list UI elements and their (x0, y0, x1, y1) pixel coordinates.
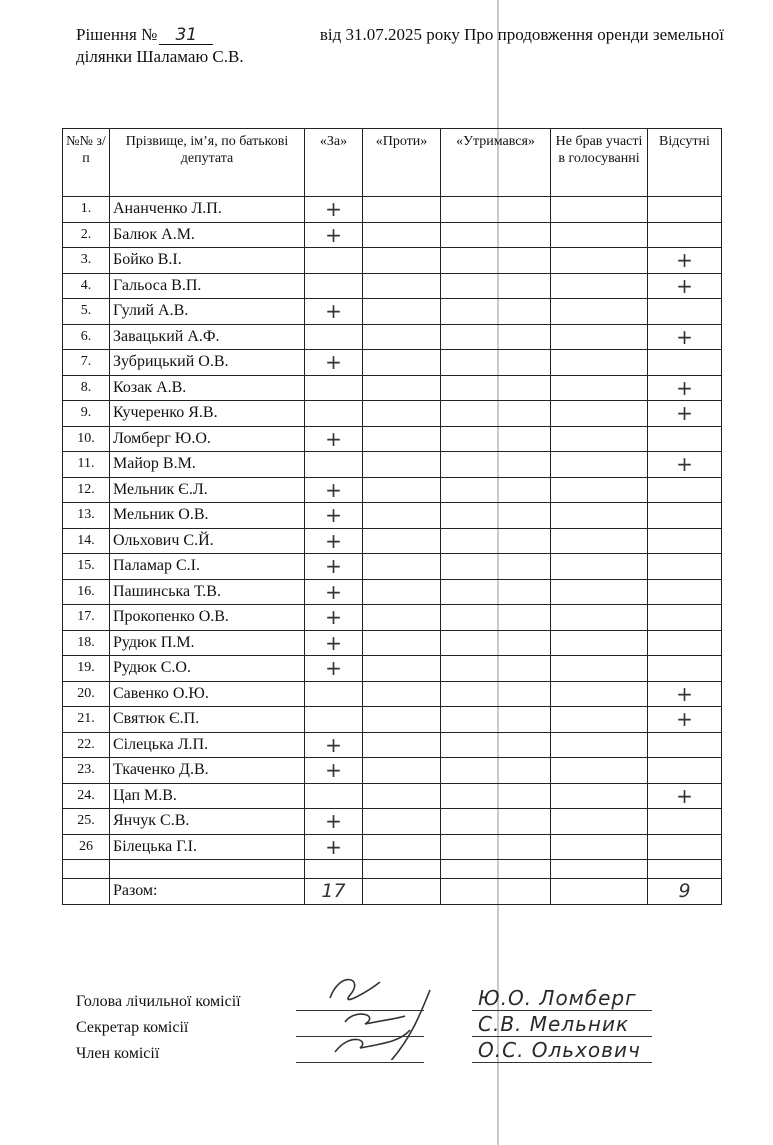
empty-cell (551, 860, 648, 879)
vote-utrymavsia-cell (441, 630, 551, 656)
vote-proty-cell (363, 452, 441, 478)
vote-utrymavsia-cell (441, 401, 551, 427)
table-row (63, 681, 722, 707)
table-row (63, 579, 722, 605)
signature-label: Член комісії (76, 1045, 160, 1062)
vote-ne-brav-cell (551, 477, 648, 503)
vote-proty-cell (363, 248, 441, 274)
deputy-name: Янчук С.В. (110, 809, 305, 835)
deputy-name: Майор В.М. (110, 452, 305, 478)
deputy-name: Рудюк П.М. (110, 630, 305, 656)
vote-utrymavsia-cell (441, 503, 551, 529)
row-number: 24. (63, 783, 110, 809)
vote-utrymavsia-cell (441, 707, 551, 733)
vote-proty-cell (363, 783, 441, 809)
row-number: 4. (63, 273, 110, 299)
vote-za-mark (305, 452, 363, 478)
total-proty (363, 879, 441, 905)
vote-vidsutni-mark (648, 503, 722, 529)
signature-label: Секретар комісії (76, 1019, 189, 1036)
empty-cell (648, 860, 722, 879)
vote-utrymavsia-cell (441, 732, 551, 758)
row-number: 15. (63, 554, 110, 580)
row-number: 25. (63, 809, 110, 835)
row-number: 12. (63, 477, 110, 503)
vote-vidsutni-mark (648, 528, 722, 554)
total-empty-cell (63, 879, 110, 905)
table-row (63, 503, 722, 529)
vote-ne-brav-cell (551, 630, 648, 656)
vote-utrymavsia-cell (441, 579, 551, 605)
vote-utrymavsia-cell (441, 809, 551, 835)
table-row (63, 273, 722, 299)
vote-utrymavsia-cell (441, 350, 551, 376)
header-prefix-group (76, 24, 215, 46)
vote-vidsutni-mark: + (648, 452, 722, 478)
table-header-row (63, 129, 722, 197)
row-number: 5. (63, 299, 110, 325)
deputy-name: Прокопенко О.В. (110, 605, 305, 631)
handwritten-name: Ю.О. Ломберг (478, 986, 637, 1010)
vote-proty-cell (363, 197, 441, 223)
vote-ne-brav-cell (551, 248, 648, 274)
empty-cell (441, 860, 551, 879)
vote-ne-brav-cell (551, 452, 648, 478)
vote-za-mark (305, 783, 363, 809)
table-row (63, 324, 722, 350)
vote-proty-cell (363, 401, 441, 427)
vote-za-mark: + (305, 579, 363, 605)
deputy-name: Кучеренко Я.В. (110, 401, 305, 427)
row-number: 6. (63, 324, 110, 350)
vote-utrymavsia-cell (441, 528, 551, 554)
handwritten-signatures (310, 960, 450, 1060)
vote-utrymavsia-cell (441, 426, 551, 452)
table-row (63, 758, 722, 784)
decision-header (76, 24, 724, 68)
vote-utrymavsia-cell (441, 375, 551, 401)
vote-proty-cell (363, 809, 441, 835)
vote-za-mark (305, 401, 363, 427)
decision-date-title: від 31.07.2025 року Про продовження оренди земельної (319, 25, 724, 44)
vote-vidsutni-mark: + (648, 401, 722, 427)
row-number: 21. (63, 707, 110, 733)
vote-utrymavsia-cell (441, 554, 551, 580)
table-row (63, 783, 722, 809)
vote-ne-brav-cell (551, 273, 648, 299)
vote-vidsutni-mark: + (648, 707, 722, 733)
vote-proty-cell (363, 528, 441, 554)
vote-za-mark: + (305, 834, 363, 860)
vote-proty-cell (363, 375, 441, 401)
deputy-name: Ломберг Ю.О. (110, 426, 305, 452)
deputy-name: Мельник Є.Л. (110, 477, 305, 503)
vote-proty-cell (363, 605, 441, 631)
vote-proty-cell (363, 681, 441, 707)
deputy-name: Пашинська Т.В. (110, 579, 305, 605)
vote-ne-brav-cell (551, 324, 648, 350)
vote-utrymavsia-cell (441, 477, 551, 503)
deputy-name: Цап М.В. (110, 783, 305, 809)
vote-proty-cell (363, 834, 441, 860)
vote-vidsutni-mark (648, 554, 722, 580)
vote-utrymavsia-cell (441, 834, 551, 860)
row-number: 10. (63, 426, 110, 452)
deputy-name: Сілецька Л.П. (110, 732, 305, 758)
vote-utrymavsia-cell (441, 783, 551, 809)
vote-vidsutni-mark (648, 758, 722, 784)
vote-ne-brav-cell (551, 809, 648, 835)
row-number: 14. (63, 528, 110, 554)
table-row (63, 197, 722, 223)
vote-utrymavsia-cell (441, 222, 551, 248)
table-row (63, 248, 722, 274)
row-number: 2. (63, 222, 110, 248)
col-vidsutni: Відсутні (648, 129, 722, 197)
vote-vidsutni-mark: + (648, 324, 722, 350)
signature-name-line (472, 1038, 652, 1063)
deputy-name: Ткаченко Д.В. (110, 758, 305, 784)
vote-utrymavsia-cell (441, 605, 551, 631)
vote-proty-cell (363, 554, 441, 580)
row-number: 20. (63, 681, 110, 707)
vote-proty-cell (363, 758, 441, 784)
table-row (63, 707, 722, 733)
deputy-name: Мельник О.В. (110, 503, 305, 529)
vote-za-mark: + (305, 605, 363, 631)
vote-ne-brav-cell (551, 554, 648, 580)
table-empty-row (63, 860, 722, 879)
row-number: 16. (63, 579, 110, 605)
deputy-name: Ананченко Л.П. (110, 197, 305, 223)
total-label: Разом: (110, 879, 305, 905)
deputy-name: Святюк Є.П. (110, 707, 305, 733)
vote-vidsutni-mark: + (648, 273, 722, 299)
table-row (63, 809, 722, 835)
vote-vidsutni-mark (648, 197, 722, 223)
decision-label: Рішення № (76, 25, 158, 44)
vote-vidsutni-mark (648, 834, 722, 860)
row-number: 23. (63, 758, 110, 784)
vote-za-mark: + (305, 477, 363, 503)
table-row (63, 732, 722, 758)
vote-proty-cell (363, 707, 441, 733)
signature-name-line (472, 1012, 652, 1037)
col-name: Прізвище, ім’я, по батькові депутата (110, 129, 305, 197)
vote-proty-cell (363, 477, 441, 503)
row-number: 19. (63, 656, 110, 682)
vote-vidsutni-mark (648, 809, 722, 835)
vote-vidsutni-mark: + (648, 681, 722, 707)
vote-proty-cell (363, 579, 441, 605)
vote-utrymavsia-cell (441, 758, 551, 784)
row-number: 3. (63, 248, 110, 274)
col-proty: «Проти» (363, 129, 441, 197)
row-number: 18. (63, 630, 110, 656)
table-row (63, 656, 722, 682)
vote-za-mark (305, 681, 363, 707)
empty-cell (305, 860, 363, 879)
vote-ne-brav-cell (551, 426, 648, 452)
vote-vidsutni-mark (648, 630, 722, 656)
col-ne-brav: Не брав участі в голосуванні (551, 129, 648, 197)
handwritten-name: С.В. Мельник (478, 1012, 630, 1036)
deputy-name: Гулий А.В. (110, 299, 305, 325)
vote-za-mark (305, 375, 363, 401)
vote-za-mark: + (305, 503, 363, 529)
table-body (63, 197, 722, 905)
total-utrymavsia (441, 879, 551, 905)
vote-za-mark: + (305, 554, 363, 580)
vote-za-mark: + (305, 426, 363, 452)
vote-vidsutni-mark (648, 426, 722, 452)
vote-za-mark: + (305, 528, 363, 554)
vote-proty-cell (363, 299, 441, 325)
vote-za-mark: + (305, 732, 363, 758)
empty-cell (110, 860, 305, 879)
vote-ne-brav-cell (551, 732, 648, 758)
deputy-name: Гальоса В.П. (110, 273, 305, 299)
vote-proty-cell (363, 426, 441, 452)
vote-utrymavsia-cell (441, 656, 551, 682)
vote-za-mark: + (305, 222, 363, 248)
vote-vidsutni-mark (648, 732, 722, 758)
vote-vidsutni-mark (648, 605, 722, 631)
header-line-2: ділянки Шаламаю С.В. (76, 47, 244, 66)
row-number: 11. (63, 452, 110, 478)
vote-vidsutni-mark (648, 350, 722, 376)
vote-ne-brav-cell (551, 222, 648, 248)
table-row (63, 630, 722, 656)
deputy-name: Білецька Г.І. (110, 834, 305, 860)
deputy-name: Балюк А.М. (110, 222, 305, 248)
vote-utrymavsia-cell (441, 681, 551, 707)
vote-vidsutni-mark: + (648, 248, 722, 274)
vote-ne-brav-cell (551, 528, 648, 554)
table-row (63, 375, 722, 401)
table-row (63, 350, 722, 376)
vote-utrymavsia-cell (441, 273, 551, 299)
table-row (63, 222, 722, 248)
table-row (63, 299, 722, 325)
vote-ne-brav-cell (551, 834, 648, 860)
row-number: 1. (63, 197, 110, 223)
vote-proty-cell (363, 222, 441, 248)
vote-utrymavsia-cell (441, 324, 551, 350)
vote-za-mark: + (305, 350, 363, 376)
vote-proty-cell (363, 732, 441, 758)
vote-proty-cell (363, 273, 441, 299)
vote-ne-brav-cell (551, 579, 648, 605)
vote-za-mark: + (305, 630, 363, 656)
vote-utrymavsia-cell (441, 299, 551, 325)
vote-proty-cell (363, 350, 441, 376)
vote-proty-cell (363, 630, 441, 656)
table-row (63, 401, 722, 427)
vote-ne-brav-cell (551, 605, 648, 631)
col-za: «За» (305, 129, 363, 197)
vote-ne-brav-cell (551, 401, 648, 427)
vote-ne-brav-cell (551, 758, 648, 784)
vote-ne-brav-cell (551, 350, 648, 376)
vote-za-mark (305, 707, 363, 733)
row-number: 22. (63, 732, 110, 758)
vote-vidsutni-mark (648, 477, 722, 503)
vote-ne-brav-cell (551, 197, 648, 223)
row-number: 8. (63, 375, 110, 401)
deputy-name: Зубрицький О.В. (110, 350, 305, 376)
total-vidsutni: 9 (648, 879, 722, 905)
signature-name-line (472, 986, 652, 1011)
table-row (63, 834, 722, 860)
vote-za-mark: + (305, 809, 363, 835)
table-total-row (63, 879, 722, 905)
vote-ne-brav-cell (551, 681, 648, 707)
empty-cell (363, 860, 441, 879)
vote-ne-brav-cell (551, 503, 648, 529)
vote-vidsutni-mark: + (648, 375, 722, 401)
total-za: 17 (305, 879, 363, 905)
vote-proty-cell (363, 656, 441, 682)
vote-za-mark (305, 273, 363, 299)
row-number: 13. (63, 503, 110, 529)
vote-proty-cell (363, 503, 441, 529)
signature-label: Голова лічильної комісії (76, 993, 241, 1010)
decision-number: 31 (159, 26, 213, 45)
vote-za-mark: + (305, 758, 363, 784)
table-row (63, 477, 722, 503)
empty-cell (63, 860, 110, 879)
table-row (63, 605, 722, 631)
row-number: 17. (63, 605, 110, 631)
signature-scribble (330, 980, 430, 1060)
vote-proty-cell (363, 324, 441, 350)
col-utrymavsia: «Утримався» (441, 129, 551, 197)
deputy-name: Савенко О.Ю. (110, 681, 305, 707)
deputy-name: Завацький А.Ф. (110, 324, 305, 350)
deputy-name: Паламар С.І. (110, 554, 305, 580)
row-number: 7. (63, 350, 110, 376)
vote-za-mark (305, 324, 363, 350)
vote-za-mark: + (305, 299, 363, 325)
vote-vidsutni-mark (648, 656, 722, 682)
vote-utrymavsia-cell (441, 248, 551, 274)
vote-ne-brav-cell (551, 707, 648, 733)
vote-ne-brav-cell (551, 299, 648, 325)
vote-vidsutni-mark (648, 299, 722, 325)
vote-vidsutni-mark (648, 222, 722, 248)
deputy-name: Бойко В.І. (110, 248, 305, 274)
total-ne-brav (551, 879, 648, 905)
vote-vidsutni-mark: + (648, 783, 722, 809)
deputy-name: Ольхович С.Й. (110, 528, 305, 554)
voting-table (62, 128, 722, 905)
vote-za-mark: + (305, 197, 363, 223)
col-number: №№ з/п (63, 129, 110, 197)
vote-utrymavsia-cell (441, 197, 551, 223)
row-number: 9. (63, 401, 110, 427)
header-line-1 (76, 24, 724, 46)
table-row (63, 426, 722, 452)
vote-za-mark (305, 248, 363, 274)
handwritten-name: О.С. Ольхович (478, 1038, 641, 1062)
table-row (63, 554, 722, 580)
vote-za-mark: + (305, 656, 363, 682)
table-row (63, 528, 722, 554)
vote-ne-brav-cell (551, 656, 648, 682)
vote-ne-brav-cell (551, 375, 648, 401)
vote-utrymavsia-cell (441, 452, 551, 478)
vote-ne-brav-cell (551, 783, 648, 809)
deputy-name: Козак А.В. (110, 375, 305, 401)
deputy-name: Рудюк С.О. (110, 656, 305, 682)
row-number: 26 (63, 834, 110, 860)
vote-vidsutni-mark (648, 579, 722, 605)
table-row (63, 452, 722, 478)
